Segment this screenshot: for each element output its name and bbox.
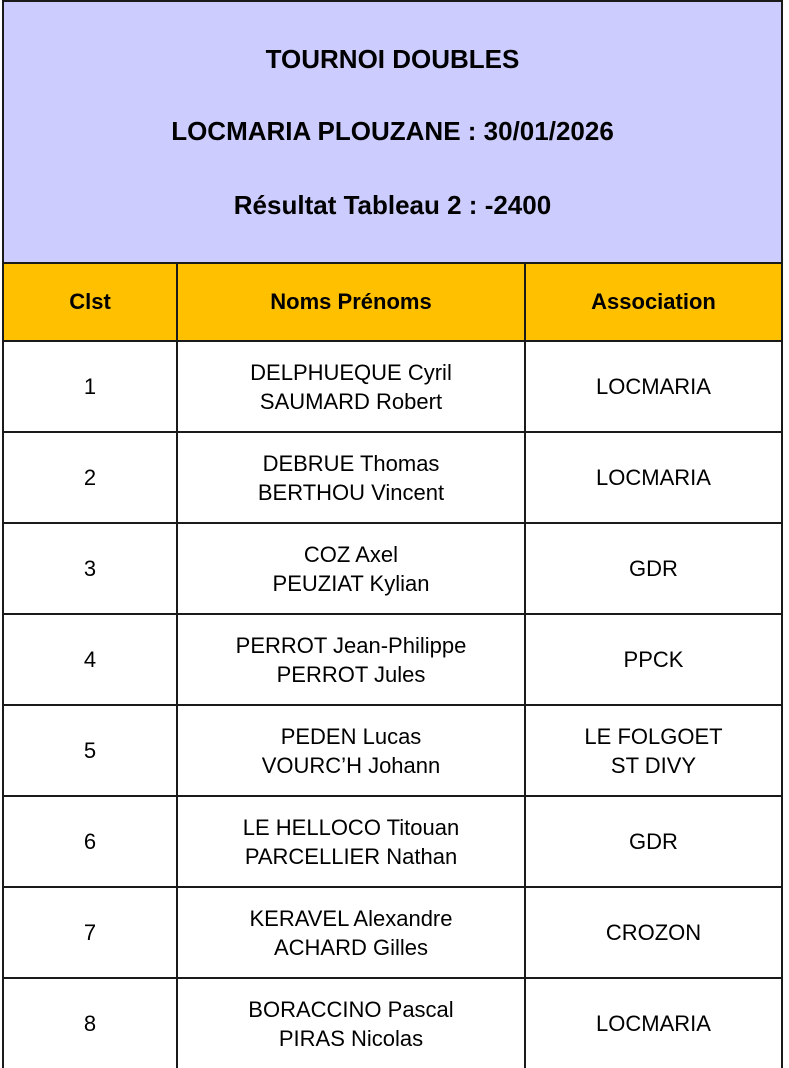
- players-cell: [177, 614, 525, 705]
- location-date: LOCMARIA PLOUZANE : 30/01/2026: [171, 116, 614, 146]
- player-name: LE HELLOCO Titouan: [242, 814, 460, 840]
- player-name: ACHARD Gilles: [273, 934, 429, 960]
- player-name: KERAVEL Alexandre: [249, 905, 453, 931]
- association-cell: [525, 523, 781, 614]
- players-cell: [177, 341, 525, 432]
- association-name: GDR: [629, 829, 678, 854]
- association-cell: [525, 341, 781, 432]
- player-name: PIRAS Nicolas: [278, 1025, 424, 1051]
- table-row: [4, 341, 781, 432]
- table-row: [4, 523, 781, 614]
- results-subtitle: Résultat Tableau 2 : -2400: [233, 190, 552, 220]
- player-name: DELPHUEQUE Cyril: [250, 359, 452, 385]
- association-cell: [525, 978, 781, 1068]
- player-name: DEBRUE Thomas: [262, 450, 440, 476]
- player-name: COZ Axel: [303, 541, 399, 567]
- players-cell: [177, 887, 525, 978]
- association-name: PPCK: [623, 647, 684, 672]
- rank-cell: 5: [4, 705, 177, 796]
- results-sheet: [2, 0, 783, 1068]
- association-name: ST DIVY: [610, 752, 697, 778]
- rank-cell: 7: [4, 887, 177, 978]
- table-header-row: [4, 264, 781, 341]
- rank-cell: 3: [4, 523, 177, 614]
- rank-cell: 4: [4, 614, 177, 705]
- players-cell: [177, 796, 525, 887]
- player-name: VOURC’H Johann: [261, 752, 441, 778]
- player-name: PEDEN Lucas: [280, 723, 422, 749]
- association-name: CROZON: [605, 920, 702, 945]
- player-name: PERROT Jules: [276, 661, 426, 687]
- association-name: GDR: [629, 556, 678, 581]
- table-row: [4, 978, 781, 1068]
- association-cell: [525, 432, 781, 523]
- player-name: PERROT Jean-Philippe: [235, 632, 467, 658]
- table-row: [4, 887, 781, 978]
- player-name: PARCELLIER Nathan: [244, 843, 458, 869]
- column-header-rank: Clst: [4, 264, 177, 341]
- association-cell: [525, 614, 781, 705]
- association-cell: [525, 887, 781, 978]
- players-cell: [177, 705, 525, 796]
- title-block: [4, 2, 781, 264]
- rank-cell: 1: [4, 341, 177, 432]
- player-name: PEUZIAT Kylian: [272, 570, 430, 596]
- column-header-names: Noms Prénoms: [177, 264, 525, 341]
- players-cell: [177, 523, 525, 614]
- player-name: BERTHOU Vincent: [257, 479, 445, 505]
- column-header-association: Association: [525, 264, 781, 341]
- association-name: LE FOLGOET: [584, 723, 723, 749]
- rank-cell: 6: [4, 796, 177, 887]
- association-name: LOCMARIA: [596, 1011, 711, 1036]
- association-name: LOCMARIA: [596, 374, 711, 399]
- association-name: LOCMARIA: [596, 465, 711, 490]
- table-row: [4, 796, 781, 887]
- table-row: [4, 432, 781, 523]
- table-row: [4, 614, 781, 705]
- association-cell: [525, 796, 781, 887]
- table-row: [4, 705, 781, 796]
- rank-cell: 8: [4, 978, 177, 1068]
- association-cell: [525, 705, 781, 796]
- players-cell: [177, 432, 525, 523]
- players-cell: [177, 978, 525, 1068]
- results-table: [4, 264, 781, 1068]
- tournament-title: TOURNOI DOUBLES: [265, 44, 520, 74]
- player-name: BORACCINO Pascal: [248, 996, 454, 1022]
- rank-cell: 2: [4, 432, 177, 523]
- player-name: SAUMARD Robert: [259, 388, 443, 414]
